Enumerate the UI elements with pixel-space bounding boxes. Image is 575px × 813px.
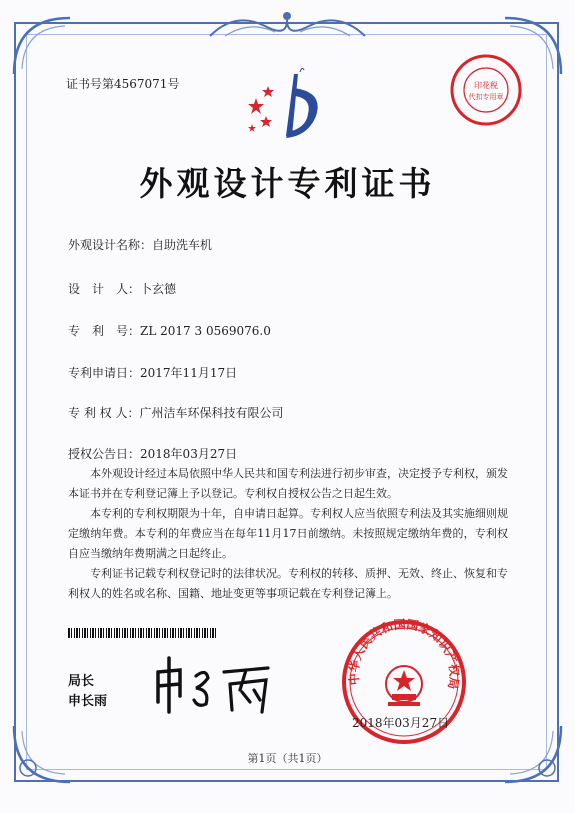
body-paragraph: 本外观设计经过本局依照中华人民共和国专利法进行初步审查，决定授予专利权，颁发本证书并在专利登记簿上予以登记。专利权自授权公告之日起生效。 [68,467,508,500]
page-footer: 第1页（共1页） [247,752,328,765]
field-application-date [68,364,237,381]
field-label: 外观设计名称： [68,238,153,252]
field-designer [68,280,176,297]
svg-text:中华人民共和国国家知识产权局: 中华人民共和国国家知识产权局 [346,618,462,691]
field-label: 授权公告日： [68,447,141,461]
signatory-name: 申长雨 [68,694,108,709]
field-value: 广州洁车环保科技有限公司 [139,406,284,420]
certificate-number: 证书号第4567071号 [66,77,180,91]
field-design-name [68,236,212,253]
barcode-icon [68,628,218,638]
signatory-title: 局长 [68,674,95,689]
tax-stamp-seal-icon [448,52,524,128]
body-paragraph: 专利证书记载专利权登记时的法律状况。专利权的转移、质押、无效、终止、恢复和专利权人的姓名或名称、国籍、地址变更等事项记载在专利登记簿上。 [68,567,508,600]
body-paragraph: 本专利的专利权期限为十年，自申请日起算。专利权人应当依照专利法及其实施细则规定缴纳年费。本专利的年费应当在每年11月17日前缴纳。未按照规定缴纳年费的，专利权自应当缴纳年费期满之日起终止。 [68,507,508,560]
field-value: 自助洗车机 [152,238,213,252]
field-patentee [68,404,283,421]
svg-text:印花税: 印花税 [474,81,498,90]
page-title: 外观设计专利证书 [139,164,436,203]
field-value: ZL 2017 3 0569076.0 [140,324,271,338]
field-grant-date [68,445,237,462]
certificate-body [68,464,508,604]
handwritten-signature-icon [150,650,280,720]
top-ornament-icon [205,6,370,42]
field-label: 专 利 权 人： [68,406,140,420]
field-label: 专 利 号： [68,324,141,338]
issue-date: 2018年03月27日 [352,716,450,730]
corner-ornament-icon [10,14,80,84]
field-value: 2017年11月17日 [140,366,238,380]
field-patent-number [68,322,271,339]
field-label: 专利申请日： [68,366,141,380]
svg-text:代扣专用章: 代扣专用章 [468,93,504,101]
field-value: 卜玄德 [140,282,177,296]
field-label: 设 计 人： [68,282,141,296]
field-value: 2018年03月27日 [140,447,238,461]
patent-office-emblem-icon [238,66,334,150]
